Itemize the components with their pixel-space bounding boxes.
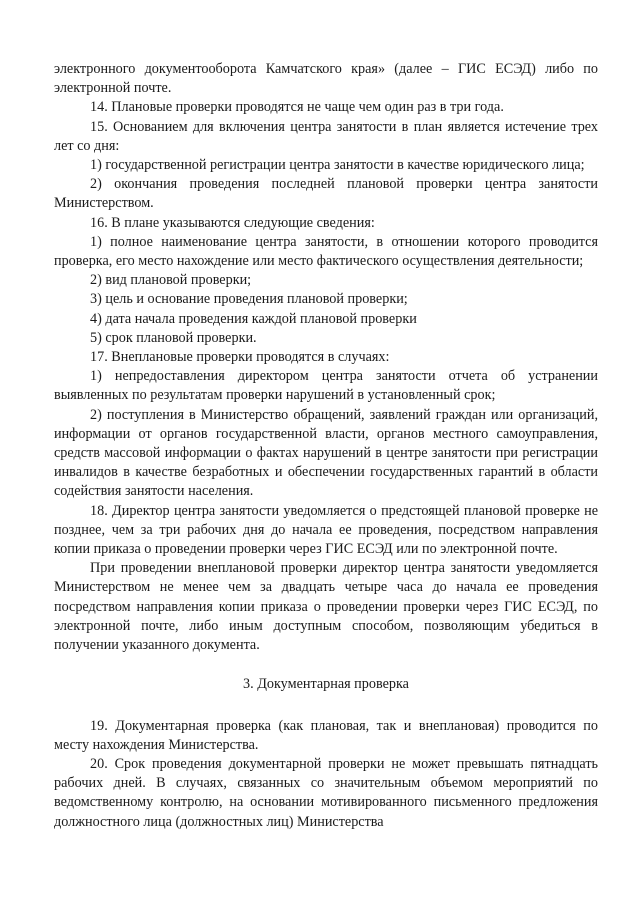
paragraph-unscheduled-notice: При проведении внеплановой проверки директор центра занятости уведомляется Министерством не менее чем за двадцать четыре часа до начала ее проведения посредством направления копии приказа о проведении проверки через ГИС ЕСЭД, по электронной почте, либо иным доступным способом, позволяющим убедиться в получении указанного документа.: [54, 560, 598, 654]
paragraph-subitem: 1) непредоставления директором центра занятости отчета об устранении выявленных по результатам проверки нарушений в установленный срок;: [54, 368, 598, 404]
paragraph-subitem: 3) цель и основание проведения плановой проверки;: [90, 291, 408, 308]
paragraph-subitem: 2) вид плановой проверки;: [90, 272, 252, 289]
paragraph-item-20: 20. Срок проведения документарной проверки не может превышать пятнадцать рабочих дней. В случаях, связанных со значительным объемом мероприятий по ведомственному контролю, на основании мотивированного письменного предложения должностного лица (должностных лиц) Министерства: [54, 755, 598, 830]
paragraph-subitem: 1) государственной регистрации центра занятости в качестве юридического лица;: [90, 157, 585, 174]
paragraph-subitem: 2) поступления в Министерство обращений, заявлений граждан или организаций, информации от органов государственной власти, органов местного самоуправления, средств массовой информации о фактах нарушений в центре занятости при регистрации инвалидов в качестве безработных и обеспечении государственных гарантий в области содействия занятости населения.: [54, 406, 598, 500]
paragraph-item-15: 15. Основанием для включения центра занятости в план является истечение трех лет со дня:: [54, 118, 598, 154]
paragraph-subitem: 4) дата начала проведения каждой плановой проверки: [90, 310, 417, 327]
document-page: [54, 60, 598, 832]
paragraph-item-17: 17. Внеплановые проверки проводятся в случаях:: [90, 349, 390, 366]
paragraph-subitem: 1) полное наименование центра занятости, в отношении которого проводится проверка, его место нахождение или место фактического осуществления деятельности;: [54, 233, 598, 270]
section-heading: 3. Документарная проверка: [243, 676, 409, 693]
paragraph-item-19: 19. Документарная проверка (как плановая, так и внеплановая) проводится по месту нахождения Министерства.: [54, 717, 598, 753]
paragraph-item-18: 18. Директор центра занятости уведомляется о предстоящей плановой проверке не позднее, чем за три рабочих дня до начала ее проведения, посредством направления копии приказа о проведении проверки через ГИС ЕСЭД или по электронной почте.: [54, 502, 598, 558]
paragraph-subitem: 2) окончания проведения последней плановой проверки центра занятости Министерством.: [54, 176, 598, 212]
paragraph-subitem: 5) срок плановой проверки.: [90, 329, 257, 346]
paragraph-item-16: 16. В плане указываются следующие сведения:: [90, 214, 375, 231]
paragraph-item-14: 14. Плановые проверки проводятся не чаще чем один раз в три года.: [90, 99, 504, 116]
paragraph-continuation: электронного документооборота Камчатского края» (далее – ГИС ЕСЭД) либо по электронной почте.: [54, 61, 598, 97]
